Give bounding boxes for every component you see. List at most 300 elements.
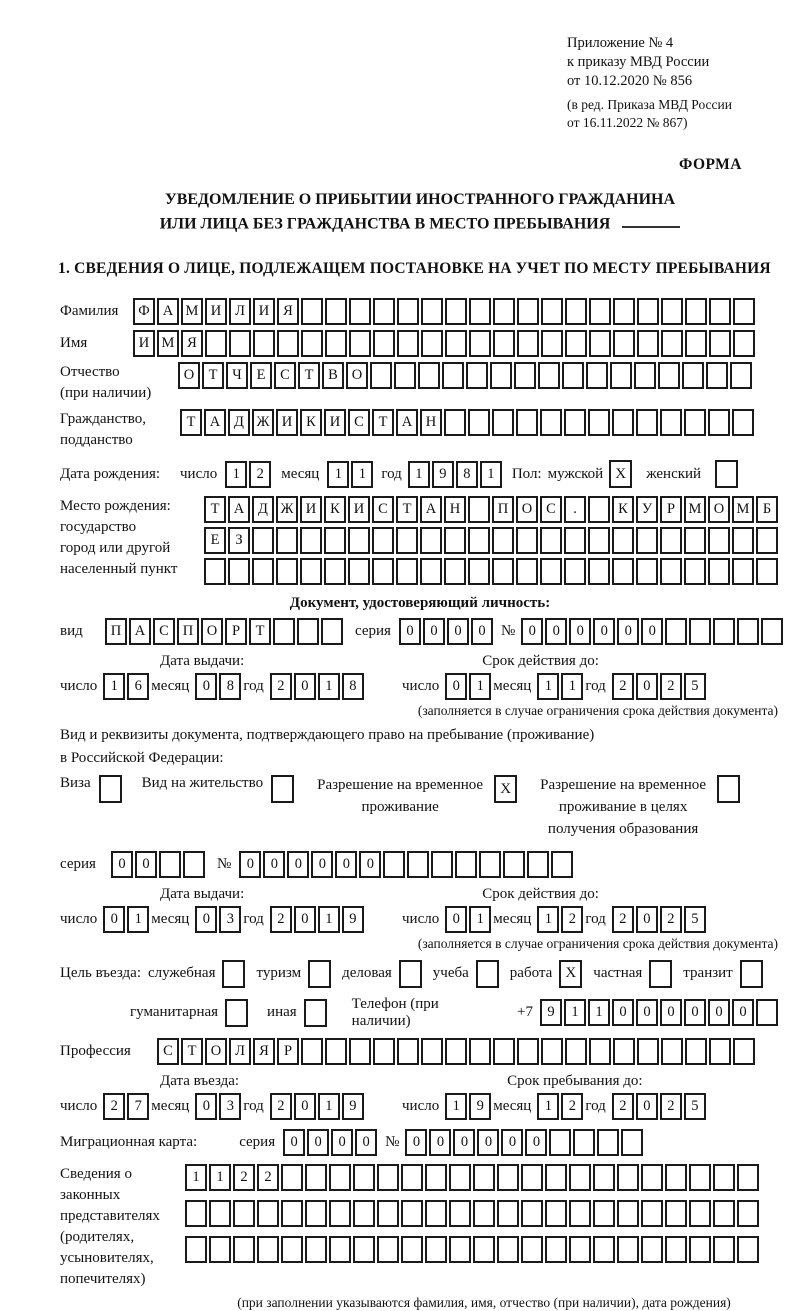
char-box[interactable]: 9: [432, 461, 454, 488]
char-box[interactable]: П: [177, 618, 199, 645]
char-box[interactable]: Т: [298, 362, 320, 389]
char-box[interactable]: 5: [684, 906, 706, 933]
char-box[interactable]: 9: [540, 999, 562, 1026]
char-box[interactable]: [442, 362, 464, 389]
char-box[interactable]: 0: [355, 1129, 377, 1156]
char-box[interactable]: [383, 851, 405, 878]
char-box[interactable]: [493, 298, 515, 325]
char-box[interactable]: [713, 618, 735, 645]
char-box[interactable]: 1: [588, 999, 610, 1026]
char-box[interactable]: М: [684, 496, 706, 523]
char-box[interactable]: [709, 330, 731, 357]
char-box[interactable]: [569, 1164, 591, 1191]
char-box[interactable]: [516, 409, 538, 436]
char-box[interactable]: [449, 1236, 471, 1263]
char-box[interactable]: И: [300, 496, 322, 523]
char-box[interactable]: [709, 298, 731, 325]
char-box[interactable]: [473, 1200, 495, 1227]
char-box[interactable]: [564, 409, 586, 436]
char-box[interactable]: 0: [195, 673, 217, 700]
char-box[interactable]: [276, 527, 298, 554]
char-box[interactable]: [637, 330, 659, 357]
char-box[interactable]: 7: [127, 1093, 149, 1120]
char-box[interactable]: [660, 558, 682, 585]
char-box[interactable]: З: [228, 527, 250, 554]
char-box[interactable]: 0: [294, 673, 316, 700]
char-box[interactable]: [281, 1200, 303, 1227]
char-box[interactable]: Ф: [133, 298, 155, 325]
char-box[interactable]: 1: [469, 906, 491, 933]
char-box[interactable]: [521, 1164, 543, 1191]
char-box[interactable]: 0: [429, 1129, 451, 1156]
char-box[interactable]: [685, 330, 707, 357]
char-box[interactable]: [497, 1236, 519, 1263]
char-box[interactable]: 2: [660, 906, 682, 933]
char-box[interactable]: [684, 409, 706, 436]
char-box[interactable]: 0: [660, 999, 682, 1026]
char-box[interactable]: 1: [127, 906, 149, 933]
char-box[interactable]: [372, 558, 394, 585]
char-box[interactable]: [689, 618, 711, 645]
char-box[interactable]: М: [732, 496, 754, 523]
char-box[interactable]: 0: [287, 851, 309, 878]
char-box[interactable]: [689, 1236, 711, 1263]
char-box[interactable]: К: [324, 496, 346, 523]
char-box[interactable]: 2: [233, 1164, 255, 1191]
char-box[interactable]: А: [228, 496, 250, 523]
char-box[interactable]: [493, 1038, 515, 1065]
char-box[interactable]: О: [346, 362, 368, 389]
char-box[interactable]: 1: [537, 906, 559, 933]
char-box[interactable]: 0: [471, 618, 493, 645]
char-box[interactable]: Т: [204, 496, 226, 523]
char-box[interactable]: [637, 298, 659, 325]
char-box[interactable]: [597, 1129, 619, 1156]
char-box[interactable]: [349, 298, 371, 325]
char-box[interactable]: [329, 1200, 351, 1227]
char-box[interactable]: 0: [399, 618, 421, 645]
char-box[interactable]: 1: [318, 906, 340, 933]
char-box[interactable]: Я: [253, 1038, 275, 1065]
char-box[interactable]: [445, 1038, 467, 1065]
char-box[interactable]: 0: [477, 1129, 499, 1156]
char-box[interactable]: [257, 1236, 279, 1263]
char-box[interactable]: А: [129, 618, 151, 645]
char-box[interactable]: [449, 1200, 471, 1227]
char-box[interactable]: [617, 1236, 639, 1263]
char-box[interactable]: [431, 851, 453, 878]
char-box[interactable]: [253, 330, 275, 357]
purpose-official-checkbox[interactable]: [222, 960, 245, 988]
char-box[interactable]: 0: [294, 906, 316, 933]
char-box[interactable]: К: [612, 496, 634, 523]
char-box[interactable]: [407, 851, 429, 878]
char-box[interactable]: [257, 1200, 279, 1227]
char-box[interactable]: Н: [444, 496, 466, 523]
char-box[interactable]: [183, 851, 205, 878]
char-box[interactable]: [444, 409, 466, 436]
char-box[interactable]: Т: [372, 409, 394, 436]
char-box[interactable]: А: [204, 409, 226, 436]
char-box[interactable]: [479, 851, 501, 878]
char-box[interactable]: 0: [294, 1093, 316, 1120]
char-box[interactable]: [469, 1038, 491, 1065]
char-box[interactable]: [373, 330, 395, 357]
char-box[interactable]: [565, 330, 587, 357]
char-box[interactable]: Ч: [226, 362, 248, 389]
char-box[interactable]: 1: [408, 461, 430, 488]
char-box[interactable]: [468, 496, 490, 523]
char-box[interactable]: [684, 527, 706, 554]
char-box[interactable]: [588, 558, 610, 585]
char-box[interactable]: Т: [181, 1038, 203, 1065]
char-box[interactable]: [737, 1164, 759, 1191]
char-box[interactable]: 0: [311, 851, 333, 878]
char-box[interactable]: 8: [456, 461, 478, 488]
char-box[interactable]: 1: [561, 673, 583, 700]
char-box[interactable]: К: [300, 409, 322, 436]
char-box[interactable]: [444, 527, 466, 554]
char-box[interactable]: О: [205, 1038, 227, 1065]
char-box[interactable]: [469, 330, 491, 357]
char-box[interactable]: Е: [204, 527, 226, 554]
char-box[interactable]: [324, 527, 346, 554]
char-box[interactable]: Р: [660, 496, 682, 523]
char-box[interactable]: [468, 409, 490, 436]
char-box[interactable]: 0: [636, 673, 658, 700]
purpose-private-checkbox[interactable]: [649, 960, 672, 988]
char-box[interactable]: [658, 362, 680, 389]
char-box[interactable]: 0: [612, 999, 634, 1026]
char-box[interactable]: [665, 1200, 687, 1227]
char-box[interactable]: [297, 618, 319, 645]
char-box[interactable]: [233, 1236, 255, 1263]
char-box[interactable]: [617, 1200, 639, 1227]
char-box[interactable]: 1: [351, 461, 373, 488]
char-box[interactable]: [661, 1038, 683, 1065]
char-box[interactable]: О: [516, 496, 538, 523]
char-box[interactable]: 0: [445, 673, 467, 700]
char-box[interactable]: [661, 330, 683, 357]
char-box[interactable]: [565, 1038, 587, 1065]
char-box[interactable]: Ж: [252, 409, 274, 436]
char-box[interactable]: [569, 1200, 591, 1227]
char-box[interactable]: 6: [127, 673, 149, 700]
char-box[interactable]: 0: [617, 618, 639, 645]
char-box[interactable]: О: [178, 362, 200, 389]
char-box[interactable]: 1: [537, 673, 559, 700]
char-box[interactable]: 1: [469, 673, 491, 700]
char-box[interactable]: 0: [545, 618, 567, 645]
char-box[interactable]: [397, 298, 419, 325]
char-box[interactable]: Р: [277, 1038, 299, 1065]
char-box[interactable]: 0: [195, 906, 217, 933]
char-box[interactable]: [373, 1038, 395, 1065]
char-box[interactable]: [730, 362, 752, 389]
char-box[interactable]: [185, 1200, 207, 1227]
char-box[interactable]: [540, 409, 562, 436]
char-box[interactable]: [377, 1200, 399, 1227]
char-box[interactable]: 9: [342, 906, 364, 933]
char-box[interactable]: [420, 558, 442, 585]
char-box[interactable]: [541, 330, 563, 357]
char-box[interactable]: [756, 527, 778, 554]
char-box[interactable]: [713, 1236, 735, 1263]
char-box[interactable]: [348, 527, 370, 554]
char-box[interactable]: [689, 1200, 711, 1227]
char-box[interactable]: [466, 362, 488, 389]
char-box[interactable]: 0: [708, 999, 730, 1026]
char-box[interactable]: [353, 1164, 375, 1191]
char-box[interactable]: [445, 298, 467, 325]
char-box[interactable]: 1: [327, 461, 349, 488]
char-box[interactable]: 2: [660, 673, 682, 700]
char-box[interactable]: [521, 1200, 543, 1227]
char-box[interactable]: [756, 999, 778, 1026]
char-box[interactable]: [517, 1038, 539, 1065]
char-box[interactable]: [300, 527, 322, 554]
char-box[interactable]: [732, 527, 754, 554]
char-box[interactable]: 0: [331, 1129, 353, 1156]
char-box[interactable]: [708, 558, 730, 585]
char-box[interactable]: [305, 1236, 327, 1263]
char-box[interactable]: [593, 1200, 615, 1227]
char-box[interactable]: [185, 1236, 207, 1263]
char-box[interactable]: [588, 527, 610, 554]
char-box[interactable]: О: [201, 618, 223, 645]
char-box[interactable]: Д: [252, 496, 274, 523]
char-box[interactable]: [613, 1038, 635, 1065]
char-box[interactable]: [593, 1164, 615, 1191]
char-box[interactable]: [685, 1038, 707, 1065]
char-box[interactable]: 0: [405, 1129, 427, 1156]
char-box[interactable]: 1: [185, 1164, 207, 1191]
char-box[interactable]: [305, 1200, 327, 1227]
char-box[interactable]: 1: [225, 461, 247, 488]
char-box[interactable]: 0: [636, 906, 658, 933]
char-box[interactable]: [517, 298, 539, 325]
char-box[interactable]: [612, 409, 634, 436]
char-box[interactable]: [445, 330, 467, 357]
char-box[interactable]: 0: [135, 851, 157, 878]
char-box[interactable]: [636, 409, 658, 436]
char-box[interactable]: [588, 496, 610, 523]
purpose-other-checkbox[interactable]: [304, 999, 327, 1027]
char-box[interactable]: Ж: [276, 496, 298, 523]
char-box[interactable]: .: [564, 496, 586, 523]
char-box[interactable]: 1: [564, 999, 586, 1026]
char-box[interactable]: [545, 1164, 567, 1191]
char-box[interactable]: [394, 362, 416, 389]
char-box[interactable]: [492, 527, 514, 554]
char-box[interactable]: [204, 558, 226, 585]
char-box[interactable]: [634, 362, 656, 389]
char-box[interactable]: [732, 409, 754, 436]
char-box[interactable]: [455, 851, 477, 878]
char-box[interactable]: [708, 409, 730, 436]
char-box[interactable]: 2: [249, 461, 271, 488]
char-box[interactable]: [564, 527, 586, 554]
char-box[interactable]: 3: [219, 906, 241, 933]
char-box[interactable]: [617, 1164, 639, 1191]
char-box[interactable]: [377, 1236, 399, 1263]
char-box[interactable]: Е: [250, 362, 272, 389]
char-box[interactable]: [733, 330, 755, 357]
char-box[interactable]: А: [420, 496, 442, 523]
char-box[interactable]: 0: [445, 906, 467, 933]
char-box[interactable]: 0: [359, 851, 381, 878]
char-box[interactable]: [684, 558, 706, 585]
char-box[interactable]: М: [181, 298, 203, 325]
char-box[interactable]: [233, 1200, 255, 1227]
char-box[interactable]: [527, 851, 549, 878]
temp-residence-education-checkbox[interactable]: [717, 775, 740, 803]
char-box[interactable]: Я: [277, 298, 299, 325]
char-box[interactable]: [420, 527, 442, 554]
char-box[interactable]: [540, 558, 562, 585]
char-box[interactable]: [421, 1038, 443, 1065]
char-box[interactable]: [277, 330, 299, 357]
char-box[interactable]: [713, 1164, 735, 1191]
char-box[interactable]: [737, 1236, 759, 1263]
char-box[interactable]: [732, 558, 754, 585]
char-box[interactable]: [228, 558, 250, 585]
char-box[interactable]: [396, 558, 418, 585]
char-box[interactable]: А: [396, 409, 418, 436]
char-box[interactable]: [396, 527, 418, 554]
char-box[interactable]: [637, 1038, 659, 1065]
char-box[interactable]: [329, 1236, 351, 1263]
purpose-transit-checkbox[interactable]: [740, 960, 763, 988]
char-box[interactable]: [517, 330, 539, 357]
char-box[interactable]: [372, 527, 394, 554]
char-box[interactable]: Т: [396, 496, 418, 523]
char-box[interactable]: 0: [453, 1129, 475, 1156]
char-box[interactable]: И: [205, 298, 227, 325]
char-box[interactable]: [709, 1038, 731, 1065]
char-box[interactable]: 1: [318, 673, 340, 700]
char-box[interactable]: [541, 298, 563, 325]
char-box[interactable]: 5: [684, 1093, 706, 1120]
char-box[interactable]: 0: [732, 999, 754, 1026]
char-box[interactable]: [641, 1200, 663, 1227]
char-box[interactable]: [449, 1164, 471, 1191]
char-box[interactable]: [737, 618, 759, 645]
char-box[interactable]: [421, 330, 443, 357]
char-box[interactable]: [565, 298, 587, 325]
char-box[interactable]: [492, 409, 514, 436]
char-box[interactable]: [468, 558, 490, 585]
char-box[interactable]: 0: [103, 906, 125, 933]
char-box[interactable]: [273, 618, 295, 645]
char-box[interactable]: [421, 298, 443, 325]
char-box[interactable]: 2: [612, 1093, 634, 1120]
char-box[interactable]: [329, 1164, 351, 1191]
char-box[interactable]: [540, 527, 562, 554]
char-box[interactable]: [281, 1164, 303, 1191]
char-box[interactable]: [301, 1038, 323, 1065]
char-box[interactable]: [301, 298, 323, 325]
char-box[interactable]: 1: [445, 1093, 467, 1120]
char-box[interactable]: И: [133, 330, 155, 357]
char-box[interactable]: [562, 362, 584, 389]
char-box[interactable]: [325, 330, 347, 357]
char-box[interactable]: 8: [219, 673, 241, 700]
char-box[interactable]: [541, 1038, 563, 1065]
char-box[interactable]: [373, 298, 395, 325]
char-box[interactable]: С: [348, 409, 370, 436]
female-checkbox[interactable]: [715, 460, 738, 488]
male-checkbox[interactable]: X: [609, 460, 632, 488]
char-box[interactable]: П: [105, 618, 127, 645]
char-box[interactable]: [516, 558, 538, 585]
char-box[interactable]: [665, 1236, 687, 1263]
char-box[interactable]: [564, 558, 586, 585]
char-box[interactable]: [761, 618, 783, 645]
char-box[interactable]: [641, 1236, 663, 1263]
char-box[interactable]: 0: [501, 1129, 523, 1156]
char-box[interactable]: [377, 1164, 399, 1191]
char-box[interactable]: 0: [335, 851, 357, 878]
char-box[interactable]: 2: [561, 1093, 583, 1120]
char-box[interactable]: [305, 1164, 327, 1191]
char-box[interactable]: [521, 1236, 543, 1263]
purpose-study-checkbox[interactable]: [476, 960, 499, 988]
char-box[interactable]: [348, 558, 370, 585]
char-box[interactable]: 0: [447, 618, 469, 645]
char-box[interactable]: [660, 409, 682, 436]
char-box[interactable]: 2: [270, 906, 292, 933]
char-box[interactable]: 1: [318, 1093, 340, 1120]
char-box[interactable]: [682, 362, 704, 389]
temp-residence-checkbox[interactable]: X: [494, 775, 517, 803]
char-box[interactable]: [229, 330, 251, 357]
char-box[interactable]: [353, 1236, 375, 1263]
char-box[interactable]: 0: [636, 999, 658, 1026]
char-box[interactable]: [468, 527, 490, 554]
char-box[interactable]: 1: [537, 1093, 559, 1120]
char-box[interactable]: [551, 851, 573, 878]
char-box[interactable]: 2: [612, 906, 634, 933]
char-box[interactable]: [497, 1164, 519, 1191]
char-box[interactable]: [325, 298, 347, 325]
char-box[interactable]: [573, 1129, 595, 1156]
char-box[interactable]: [685, 298, 707, 325]
char-box[interactable]: Д: [228, 409, 250, 436]
char-box[interactable]: [613, 330, 635, 357]
char-box[interactable]: [397, 1038, 419, 1065]
char-box[interactable]: [497, 1200, 519, 1227]
char-box[interactable]: [636, 558, 658, 585]
char-box[interactable]: [401, 1200, 423, 1227]
visa-checkbox[interactable]: [99, 775, 122, 803]
char-box[interactable]: И: [253, 298, 275, 325]
char-box[interactable]: 2: [660, 1093, 682, 1120]
char-box[interactable]: [610, 362, 632, 389]
char-box[interactable]: Т: [202, 362, 224, 389]
char-box[interactable]: В: [322, 362, 344, 389]
char-box[interactable]: 1: [103, 673, 125, 700]
char-box[interactable]: 2: [612, 673, 634, 700]
char-box[interactable]: О: [708, 496, 730, 523]
char-box[interactable]: М: [157, 330, 179, 357]
char-box[interactable]: [473, 1236, 495, 1263]
char-box[interactable]: [665, 1164, 687, 1191]
char-box[interactable]: 0: [239, 851, 261, 878]
purpose-humanitarian-checkbox[interactable]: [225, 999, 248, 1027]
char-box[interactable]: [545, 1236, 567, 1263]
char-box[interactable]: [469, 298, 491, 325]
